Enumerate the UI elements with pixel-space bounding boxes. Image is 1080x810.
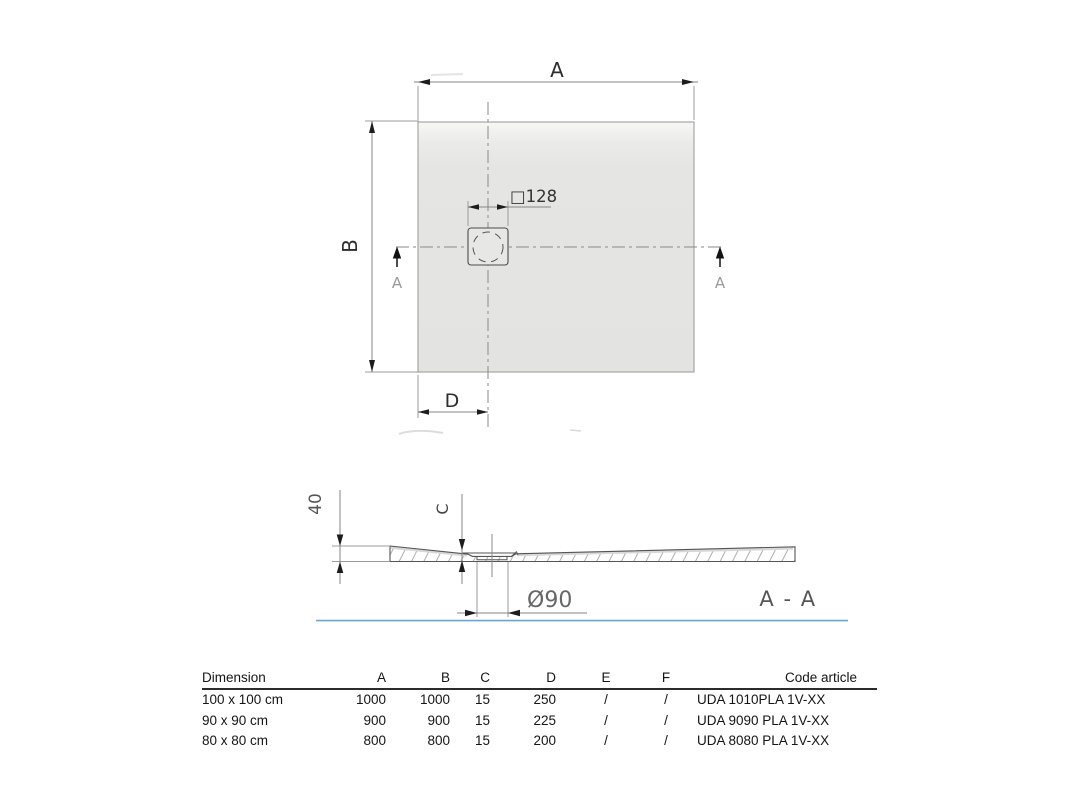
arrowhead: [682, 79, 694, 85]
dimension-c-thickness: [433, 494, 465, 584]
cell-c: 15: [474, 692, 490, 707]
cell-e: /: [604, 692, 608, 707]
arrowhead: [477, 409, 488, 415]
cell-a: 800: [363, 733, 386, 748]
arrowhead: [459, 539, 465, 551]
drain-square: [468, 228, 508, 265]
col-header-code: Code article: [784, 670, 857, 685]
arrowhead: [459, 560, 465, 572]
table-row: [190, 731, 880, 752]
section-letter-left: A: [391, 274, 403, 292]
cell-a: 900: [363, 712, 386, 728]
col-header-d: D: [546, 670, 556, 685]
drain-square-label: □128: [510, 187, 558, 206]
dimension-table: [190, 667, 880, 752]
cell-f: /: [664, 733, 668, 748]
cell-code: UDA 9090 PLA 1V-XX: [697, 712, 830, 728]
dim-b-label: B: [338, 239, 362, 253]
cell-c: 15: [474, 712, 490, 728]
col-header-dimension: Dimension: [202, 670, 266, 685]
cell-f: /: [664, 692, 668, 707]
section-view: [306, 490, 848, 621]
arrowhead: [418, 409, 429, 415]
cell-code: UDA 8080 PLA 1V-XX: [697, 733, 830, 748]
cell-size: 100 x 100 cm: [202, 692, 284, 707]
dimension-drain-diameter: [457, 562, 587, 617]
cell-size: 90 x 90 cm: [202, 712, 269, 728]
cell-a: 1000: [355, 692, 386, 707]
arrowhead: [508, 610, 520, 616]
table-row: [190, 711, 880, 732]
cell-e: /: [604, 733, 608, 748]
cut-arrow-up-icon: [393, 247, 401, 259]
cell-d: 225: [533, 712, 556, 728]
col-header-f: F: [661, 670, 671, 685]
table-row: [190, 690, 880, 711]
arrowhead: [369, 360, 375, 372]
dim-a-label: A: [550, 58, 564, 82]
cell-e: /: [604, 712, 608, 728]
arrowhead: [337, 535, 344, 547]
dimension-d-offset: [418, 375, 488, 418]
tray-outline: [418, 122, 694, 372]
col-header-b: B: [440, 670, 450, 685]
arrowhead: [418, 79, 430, 85]
arrowhead: [465, 610, 477, 616]
cell-b: 900: [427, 712, 450, 728]
cell-size: 80 x 80 cm: [202, 733, 269, 748]
dim-diameter-label: Ø90: [527, 588, 573, 613]
col-header-e: E: [601, 670, 611, 685]
col-header-c: C: [480, 670, 490, 685]
cell-c: 15: [474, 733, 490, 748]
col-header-a: A: [376, 670, 386, 685]
table-header-row: [190, 667, 880, 688]
dimension-40-height: [306, 490, 389, 584]
cell-d: 200: [533, 733, 556, 748]
arrowhead: [337, 562, 344, 574]
drain-top-view: [468, 228, 508, 265]
top-view: [338, 58, 726, 434]
section-letter-right: A: [714, 274, 726, 292]
dim-40-label: 40: [306, 493, 326, 515]
section-title: A - A: [759, 587, 817, 611]
cell-code: UDA 1010PLA 1V-XX: [697, 692, 826, 707]
cut-arrow-up-icon: [716, 247, 724, 259]
cell-b: 800: [427, 733, 450, 748]
cell-b: 1000: [419, 692, 450, 707]
dimension-a-width: [414, 58, 698, 120]
dim-c-label: C: [433, 503, 452, 515]
dim-d-label: D: [444, 390, 460, 412]
cell-f: /: [664, 712, 668, 728]
cell-d: 250: [533, 692, 556, 707]
arrowhead: [369, 121, 375, 133]
